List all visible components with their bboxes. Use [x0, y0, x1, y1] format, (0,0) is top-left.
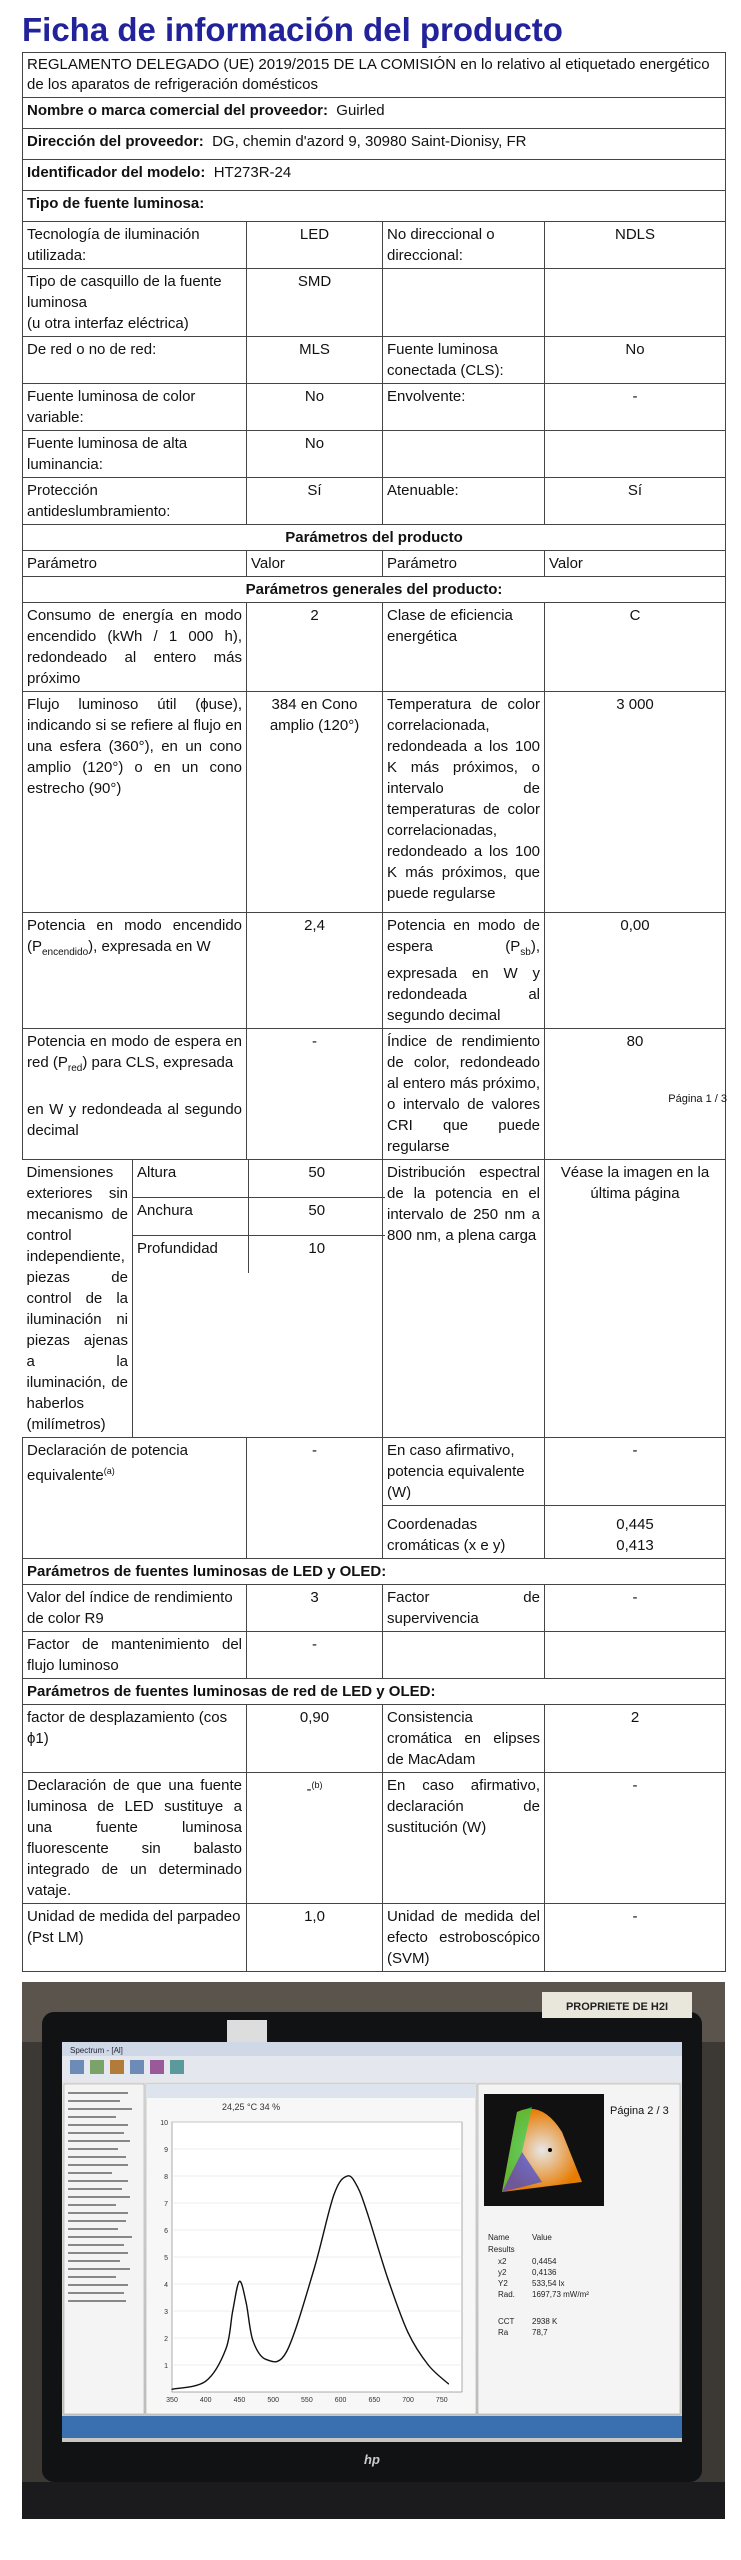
- equiv-value-2: -: [545, 1438, 726, 1506]
- param-value: 2,4: [247, 913, 383, 1029]
- spectral-label: Distribución espectral de la potencia en el intervalo de 250 nm a 800 nm, a plena carga: [383, 1160, 545, 1438]
- mains-label: factor de desplazamiento (cos ϕ1): [23, 1705, 247, 1773]
- chart-tab-bar[interactable]: [146, 2084, 476, 2098]
- type-row: [23, 478, 726, 525]
- equiv-label: [23, 1438, 247, 1559]
- led-value-2: -: [545, 1585, 726, 1632]
- mains-value: 1,0: [247, 1904, 383, 1972]
- spectrum-point: [387, 2278, 388, 2279]
- product-params-header: Parámetros del producto: [23, 525, 726, 551]
- col-header-param: Parámetro: [23, 551, 247, 577]
- param-label-text: Potencia en modo de espera en red (P: [27, 1033, 242, 1071]
- product-info-table: [22, 52, 726, 1972]
- mains-row: [23, 1773, 726, 1904]
- cie-point: [548, 2148, 552, 2152]
- type-value: Sí: [247, 478, 383, 525]
- spectrum-point: [252, 2340, 253, 2341]
- mains-label: Declaración de que una fuente luminosa de LED sustituye a una fuente luminosa fluorescente sin balasto integrado de un determinado vataje.: [23, 1773, 247, 1904]
- spectrum-point: [239, 2281, 240, 2282]
- results-col-name: Name: [488, 2233, 510, 2242]
- type-label: Protección antideslumbramiento:: [23, 478, 247, 525]
- type-value: SMD: [247, 269, 383, 337]
- model-row: [23, 160, 726, 191]
- x-tick-label: 400: [199, 2397, 212, 2404]
- result-name: x2: [498, 2257, 507, 2266]
- param-label-text-2: en W y redondeada al segundo decimal: [27, 1101, 242, 1139]
- light-source-type-header: Tipo de fuente luminosa:: [23, 191, 726, 222]
- dimension-value: 50: [249, 1197, 385, 1235]
- y-tick-label: 5: [164, 2255, 168, 2262]
- results-title: Results: [488, 2245, 515, 2254]
- x-tick-label: 600: [334, 2397, 347, 2404]
- laptop-deck: [22, 2482, 725, 2519]
- model-value: HT273R-24: [213, 164, 292, 181]
- mains-row: [23, 1705, 726, 1773]
- type-label-2: [383, 431, 545, 478]
- mains-label-2: Unidad de medida del efecto estroboscópico (SVM): [383, 1904, 545, 1972]
- supplier-label: Nombre o marca comercial del proveedor:: [27, 102, 328, 119]
- type-value: LED: [247, 222, 383, 269]
- spectrum-point: [448, 2383, 449, 2384]
- param-value-2: 0,00: [545, 913, 726, 1029]
- page-title: Ficha de información del producto: [22, 11, 563, 48]
- x-tick-label: 550: [301, 2397, 313, 2404]
- led-row: [23, 1632, 726, 1679]
- type-value: No: [247, 431, 383, 478]
- type-label-2: No direccional o direccional:: [383, 222, 545, 269]
- toolbar-icon[interactable]: [170, 2060, 184, 2074]
- column-headers: [23, 551, 726, 577]
- mains-value: [247, 1773, 383, 1904]
- result-name: Y2: [498, 2279, 508, 2288]
- results-col-value: Value: [532, 2233, 552, 2242]
- equiv-label-text: Declaración de potencia equivalente: [27, 1442, 188, 1484]
- equiv-label-sup: (a): [103, 1466, 115, 1476]
- result-value: 0,4454: [532, 2257, 557, 2266]
- general-row: [23, 913, 726, 1029]
- type-value-2: [545, 269, 726, 337]
- toolbar-icon[interactable]: [150, 2060, 164, 2074]
- param-value-2: 3 000: [545, 692, 726, 913]
- param-label: [23, 1029, 247, 1160]
- chroma-label: Coordenadas cromáticas (x e y): [383, 1506, 545, 1559]
- general-row: [23, 692, 726, 913]
- spectrum-point: [205, 2381, 206, 2382]
- led-value: 3: [247, 1585, 383, 1632]
- type-value: MLS: [247, 337, 383, 384]
- type-label-2: Envolvente:: [383, 384, 545, 431]
- toolbar-icon[interactable]: [90, 2060, 104, 2074]
- spectrum-point: [347, 2175, 348, 2176]
- spectrum-point: [286, 2351, 287, 2352]
- result-value: 533,54 lx: [532, 2279, 565, 2288]
- param-label-sub: red: [67, 1063, 83, 1074]
- y-tick-label: 10: [160, 2120, 168, 2127]
- taskbar[interactable]: [62, 2416, 682, 2438]
- type-label-2: Fuente luminosa conectada (CLS):: [383, 337, 545, 384]
- address-label: Dirección del proveedor:: [27, 133, 204, 150]
- param-label: Flujo luminoso útil (ϕuse), indicando si se refiere al flujo en una esfera (360°), en un cono amplio (120°) o en un cono estrecho (90°): [23, 692, 247, 913]
- result-name: Ra: [498, 2328, 509, 2337]
- mains-label-2: En caso afirmativo, declaración de sustitución (W): [383, 1773, 545, 1904]
- device-tag: [227, 2020, 267, 2044]
- col-header-param-2: Parámetro: [383, 551, 545, 577]
- supplier-row: [23, 98, 726, 129]
- general-params-header: Parámetros generales del producto:: [23, 577, 726, 603]
- param-label-2-end: ), expresada en W y redondeada al segundo decimal: [387, 938, 540, 1024]
- x-tick-label: 650: [368, 2397, 381, 2404]
- equiv-label-2: En caso afirmativo, potencia equivalente (W): [383, 1438, 545, 1506]
- mains-value: 0,90: [247, 1705, 383, 1773]
- dimension-name: Altura: [133, 1160, 249, 1197]
- type-label: Fuente luminosa de alta luminancia:: [23, 431, 247, 478]
- toolbar-icon[interactable]: [70, 2060, 84, 2074]
- spectrum-point: [313, 2270, 314, 2271]
- general-row: [23, 603, 726, 692]
- mains-label: Unidad de medida del parpadeo (Pst LM): [23, 1904, 247, 1972]
- supplier-value: Guirled: [336, 102, 385, 119]
- spectrum-chart: [160, 2120, 462, 2404]
- spectrum-point: [266, 2359, 267, 2360]
- y-tick-label: 9: [164, 2147, 168, 2154]
- y-tick-label: 3: [164, 2309, 168, 2316]
- y-tick-label: 7: [164, 2201, 168, 2208]
- y-tick-label: 2: [164, 2336, 168, 2343]
- dimensions-cell: [23, 1160, 383, 1438]
- type-value-2: [545, 431, 726, 478]
- param-label-2: Temperatura de color correlacionada, redondeada a los 100 K más próximos, o intervalo de temperaturas de color correlacionadas, redondeado a los 100 K más próximos, que puede regularse: [383, 692, 545, 913]
- dimension-name: Anchura: [133, 1197, 249, 1235]
- x-tick-label: 350: [166, 2397, 178, 2404]
- led-label: Factor de mantenimiento del flujo luminoso: [23, 1632, 247, 1679]
- col-header-value: Valor: [247, 551, 383, 577]
- param-label: [23, 913, 247, 1029]
- mains-row: [23, 1904, 726, 1972]
- type-row: [23, 431, 726, 478]
- x-tick-label: 750: [435, 2397, 448, 2404]
- type-value-2: -: [545, 384, 726, 431]
- x-tick-label: 450: [233, 2397, 246, 2404]
- spectrum-point: [246, 2302, 247, 2303]
- spectrum-point: [171, 2389, 172, 2390]
- y-tick-label: 8: [164, 2174, 168, 2181]
- type-value-2: NDLS: [545, 222, 726, 269]
- param-label-end: ) para CLS, expresada: [82, 1054, 234, 1071]
- chroma-y: 0,413: [616, 1537, 654, 1554]
- dimension-name: Profundidad: [133, 1236, 249, 1273]
- led-value: -: [247, 1632, 383, 1679]
- result-value: 2938 K: [532, 2317, 558, 2326]
- result-value: 78,7: [532, 2328, 548, 2337]
- param-value-2: C: [545, 603, 726, 692]
- mains-value-2: -: [545, 1904, 726, 1972]
- hp-logo: hp: [364, 2452, 380, 2467]
- spectrum-point: [357, 2186, 358, 2187]
- led-value-2: [545, 1632, 726, 1679]
- chroma-x: 0,445: [616, 1516, 654, 1533]
- x-tick-label: 500: [267, 2397, 280, 2404]
- col-header-value-2: Valor: [545, 551, 726, 577]
- param-label-2-text: Potencia en modo de espera (P: [387, 917, 540, 955]
- toolbar-icon[interactable]: [130, 2060, 144, 2074]
- model-label: Identificador del modelo:: [27, 164, 206, 181]
- x-tick-label: 700: [402, 2397, 414, 2404]
- mains-label-2: Consistencia cromática en elipses de MacAdam: [383, 1705, 545, 1773]
- type-label-text-2: (u otra interfaz eléctrica): [27, 315, 189, 332]
- type-row: [23, 337, 726, 384]
- type-label: Fuente luminosa de color variable:: [23, 384, 247, 431]
- led-params-header: Parámetros de fuentes luminosas de LED y OLED:: [23, 1559, 726, 1585]
- result-name: CCT: [498, 2317, 515, 2326]
- led-label-2: [383, 1632, 545, 1679]
- type-label-2: [383, 269, 545, 337]
- y-tick-label: 4: [164, 2282, 168, 2289]
- type-row: [23, 269, 726, 337]
- equiv-value: -: [247, 1438, 383, 1559]
- param-value: 384 en Cono amplio (120°): [247, 692, 383, 913]
- toolbar-icon[interactable]: [110, 2060, 124, 2074]
- spectrum-point: [333, 2194, 334, 2195]
- document-page: [22, 0, 728, 2031]
- equiv-row: [23, 1438, 726, 1506]
- type-label-2: Atenuable:: [383, 478, 545, 525]
- spectrum-point: [225, 2348, 226, 2349]
- param-label-2: [383, 913, 545, 1029]
- dimensions-label: Dimensiones exteriores sin mecanismo de control independiente, piezas de control de la iluminación ni piezas ajenas a la iluminación, de haberlos (milímetros): [23, 1160, 133, 1437]
- param-value-2-cell: [545, 1029, 726, 1160]
- type-row: [23, 384, 726, 431]
- type-label: Tecnología de iluminación utilizada:: [23, 222, 247, 269]
- type-row: [23, 222, 726, 269]
- led-label-2: Factor de supervivencia: [383, 1585, 545, 1632]
- y-tick-label: 6: [164, 2228, 168, 2235]
- param-label: Consumo de energía en modo encendido (kWh / 1 000 h), redondeado al entero más próximo: [23, 603, 247, 692]
- param-label-sub: encendido: [42, 947, 89, 958]
- result-value: 0,4136: [532, 2268, 557, 2277]
- app-title-bar: [62, 2042, 682, 2056]
- spectrum-point: [407, 2332, 408, 2333]
- spectrum-point: [367, 2213, 368, 2214]
- regulation-text: REGLAMENTO DELEGADO (UE) 2019/2015 DE LA COMISIÓN en lo relativo al etiquetado energético de los aparatos de refrigeración domésticos: [23, 53, 726, 98]
- spectrum-point: [232, 2310, 233, 2311]
- led-row: [23, 1585, 726, 1632]
- app-title: Spectrum - [Al]: [70, 2046, 123, 2055]
- y-tick-label: 1: [164, 2363, 168, 2370]
- type-value: No: [247, 384, 383, 431]
- address-value: DG, chemin d'azord 9, 30980 Saint-Dionisy, FR: [212, 133, 527, 150]
- result-name: y2: [498, 2268, 507, 2277]
- type-value-2: Sí: [545, 478, 726, 525]
- result-name: Rad.: [498, 2290, 515, 2299]
- page-number-2: Página 2 / 3: [610, 2105, 669, 2117]
- photo-drawing: [22, 1982, 725, 2519]
- spectrum-photo: [22, 1982, 725, 2519]
- type-label: [23, 269, 247, 337]
- general-row: [23, 1029, 726, 1160]
- page-number-1: Página 1 / 3: [668, 1093, 728, 1105]
- sticker-text: PROPRIETE DE H2I: [565, 2001, 669, 2013]
- param-label-end: ), expresada en W: [88, 938, 211, 955]
- type-value-2: No: [545, 337, 726, 384]
- address-row: [23, 129, 726, 160]
- param-value-2: 80: [626, 1033, 644, 1050]
- type-label: De red o no de red:: [23, 337, 247, 384]
- dimensions-row: [23, 1160, 726, 1438]
- param-label-2-sub: sb: [520, 947, 531, 958]
- spectral-value: Véase la imagen en la última página: [545, 1160, 726, 1438]
- mains-params-header: Parámetros de fuentes luminosas de red de LED y OLED:: [23, 1679, 726, 1705]
- mains-value-2: 2: [545, 1705, 726, 1773]
- param-value: -: [247, 1029, 383, 1160]
- dimension-value: 50: [249, 1160, 385, 1197]
- spectrum-point: [428, 2364, 429, 2365]
- dimension-value: 10: [249, 1236, 385, 1273]
- led-label: Valor del índice de rendimiento de color R9: [23, 1585, 247, 1632]
- mains-value-2: -: [545, 1773, 726, 1904]
- param-value: 2: [247, 603, 383, 692]
- chroma-value: [545, 1506, 726, 1559]
- result-value: 1697,73 mW/m²: [532, 2290, 589, 2299]
- param-label-text: Potencia en modo encendido (P: [27, 917, 242, 955]
- chart-toolbar-text: 24,25 °C 34 %: [222, 2102, 281, 2112]
- param-label-2: Clase de eficiencia energética: [383, 603, 545, 692]
- mains-value-text: -: [306, 1781, 312, 1798]
- mains-value-sup: (b): [311, 1780, 323, 1790]
- type-label-text: Tipo de casquillo de la fuente luminosa: [27, 273, 222, 311]
- param-label-2: Índice de rendimiento de color, redondeado al entero más próximo, o intervalo de valores CRI que puede regularse: [383, 1029, 545, 1160]
